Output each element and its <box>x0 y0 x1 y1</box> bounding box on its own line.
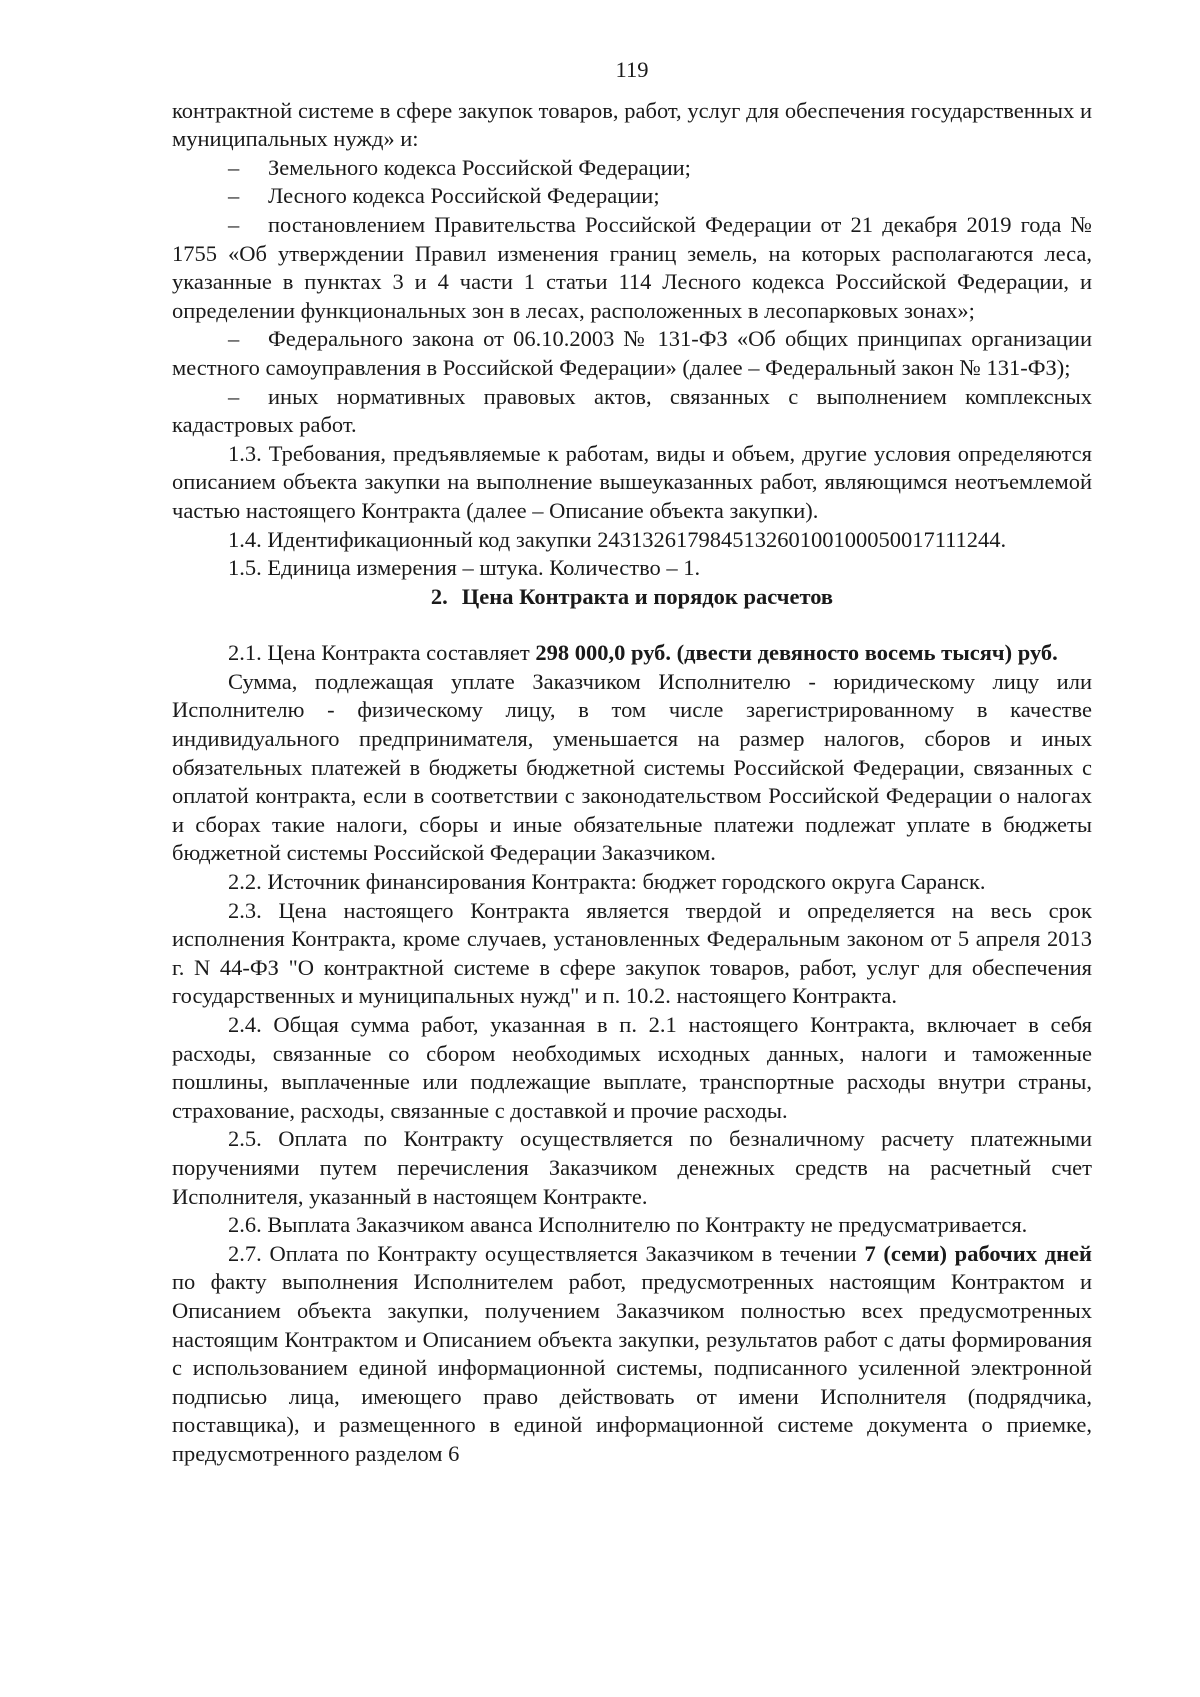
page-number: 119 <box>615 57 649 82</box>
clause-2-7-rest: по факту выполнения Исполнителем работ, предусмотренных настоящим Контрактом и Описанием объекта закупки, получением Заказчиком полностью всех предусмотренных настоящим Контрактом и Описанием объекта закупки, результатов работ с даты формирования с использованием единой информационной системы, подписанного усиленной электронной подписью лица, имеющего право действовать от имени Исполнителя (подрядчика, поставщика), и размещенного в единой информационной системе документа о приемке, предусмотренного разделом 6 <box>172 1269 1092 1466</box>
clause-2-1 <box>172 639 1092 668</box>
list-item <box>172 182 1092 211</box>
dash-marker: – <box>228 326 240 352</box>
list-item-text: Лесного кодекса Российской Федерации; <box>268 183 660 209</box>
clause-1-4: 1.4. Идентификационный код закупки 243132617984513260100100050017111244. <box>228 526 1007 552</box>
list-item-text: постановлением Правительства Российской Федерации от 21 декабря 2019 года № 1755 «Об утверждении Правил изменения границ земель, на которых располагаются леса, указанные в пунктах 3 и 4 части 1 статьи 114 Лесного кодекса Российской Федерации, и определении функциональных зон в лесах, расположенных в лесопарковых зонах»; <box>172 211 1092 323</box>
clause-2-3: 2.3. Цена настоящего Контракта является твердой и определяется на весь срок исполнения Контракта, кроме случаев, установленных Федеральным законом от 5 апреля 2013 г. N 44-ФЗ "О контрактной системе в сфере закупок товаров, работ, услуг для обеспечения государственных и муниципальных нужд" и п. 10.2. настоящего Контракта. <box>172 897 1092 1009</box>
section-heading <box>172 583 1092 612</box>
list-item <box>172 211 1092 325</box>
clause-2-4: 2.4. Общая сумма работ, указанная в п. 2.1 настоящего Контракта, включает в себя расходы, связанные со сбором необходимых исходных данных, налоги и таможенные пошлины, выплаченные или подлежащие выплате, транспортные расходы внутри страны, страхование, расходы, связанные с доставкой и прочие расходы. <box>172 1012 1092 1123</box>
clause-2-6: 2.6. Выплата Заказчиком аванса Исполнителю по Контракту не предусматривается. <box>228 1212 1028 1238</box>
list-item <box>172 325 1092 382</box>
clause-1-5: 1.5. Единица измерения – штука. Количество – 1. <box>228 555 701 581</box>
section-number: 2. <box>430 583 448 609</box>
intro-paragraph: контрактной системе в сфере закупок товаров, работ, услуг для обеспечения государственных и муниципальных нужд» и: <box>172 97 1092 152</box>
dash-marker: – <box>228 183 240 209</box>
list-item-text: Федерального закона от 06.10.2003 № 131-ФЗ «Об общих принципах организации местного самоуправления в Российской Федерации» (далее – Федеральный закон № 131-ФЗ); <box>172 326 1092 380</box>
dash-marker: – <box>228 383 240 409</box>
dash-marker: – <box>228 211 240 237</box>
section-title: Цена Контракта и порядок расчетов <box>461 583 834 609</box>
clause-2-7-text: 2.7. Оплата по Контракту осуществляется Заказчиком в течении <box>228 1240 865 1266</box>
contract-price: 298 000,0 руб. (двести девяносто восемь тысяч) руб. <box>535 640 1058 666</box>
clause-2-2: 2.2. Источник финансирования Контракта: бюджет городского округа Саранск. <box>228 869 986 895</box>
list-item-text: иных нормативных правовых актов, связанных с выполнением комплексных кадастровых работ. <box>172 383 1092 438</box>
list-item <box>172 383 1092 440</box>
clause-2-7 <box>172 1240 1092 1469</box>
clause-2-5: 2.5. Оплата по Контракту осуществляется по безналичному расчету платежными поручениями путем перечисления Заказчиком денежных средств на расчетный счет Исполнителя, указанный в настоящем Контракте. <box>172 1126 1092 1209</box>
document-page <box>172 56 1092 1469</box>
dash-marker: – <box>228 154 240 180</box>
clause-1-3: 1.3. Требования, предъявляемые к работам, виды и объем, другие условия определяются описанием объекта закупки на выполнение вышеуказанных работ, являющимся неотъемлемой частью настоящего Контракта (далее – Описание объекта закупки). <box>172 440 1092 523</box>
list-item <box>172 154 1092 183</box>
list-item-text: Земельного кодекса Российской Федерации; <box>268 154 691 180</box>
clause-2-1-text: 2.1. Цена Контракта составляет <box>228 640 536 666</box>
payment-term: 7 (семи) рабочих дней <box>864 1240 1092 1266</box>
sum-paragraph: Сумма, подлежащая уплате Заказчиком Исполнителю - юридическому лицу или Исполнителю - физическому лицу, в том числе зарегистрированному в качестве индивидуального предпринимателя, уменьшается на размер налогов, сборов и иных обязательных платежей в бюджеты бюджетной системы Российской Федерации, связанных с оплатой контракта, если в соответствии с законодательством Российской Федерации о налогах и сборах такие налоги, сборы и иные обязательные платежи подлежат уплате в бюджеты бюджетной системы Российской Федерации Заказчиком. <box>172 668 1092 866</box>
